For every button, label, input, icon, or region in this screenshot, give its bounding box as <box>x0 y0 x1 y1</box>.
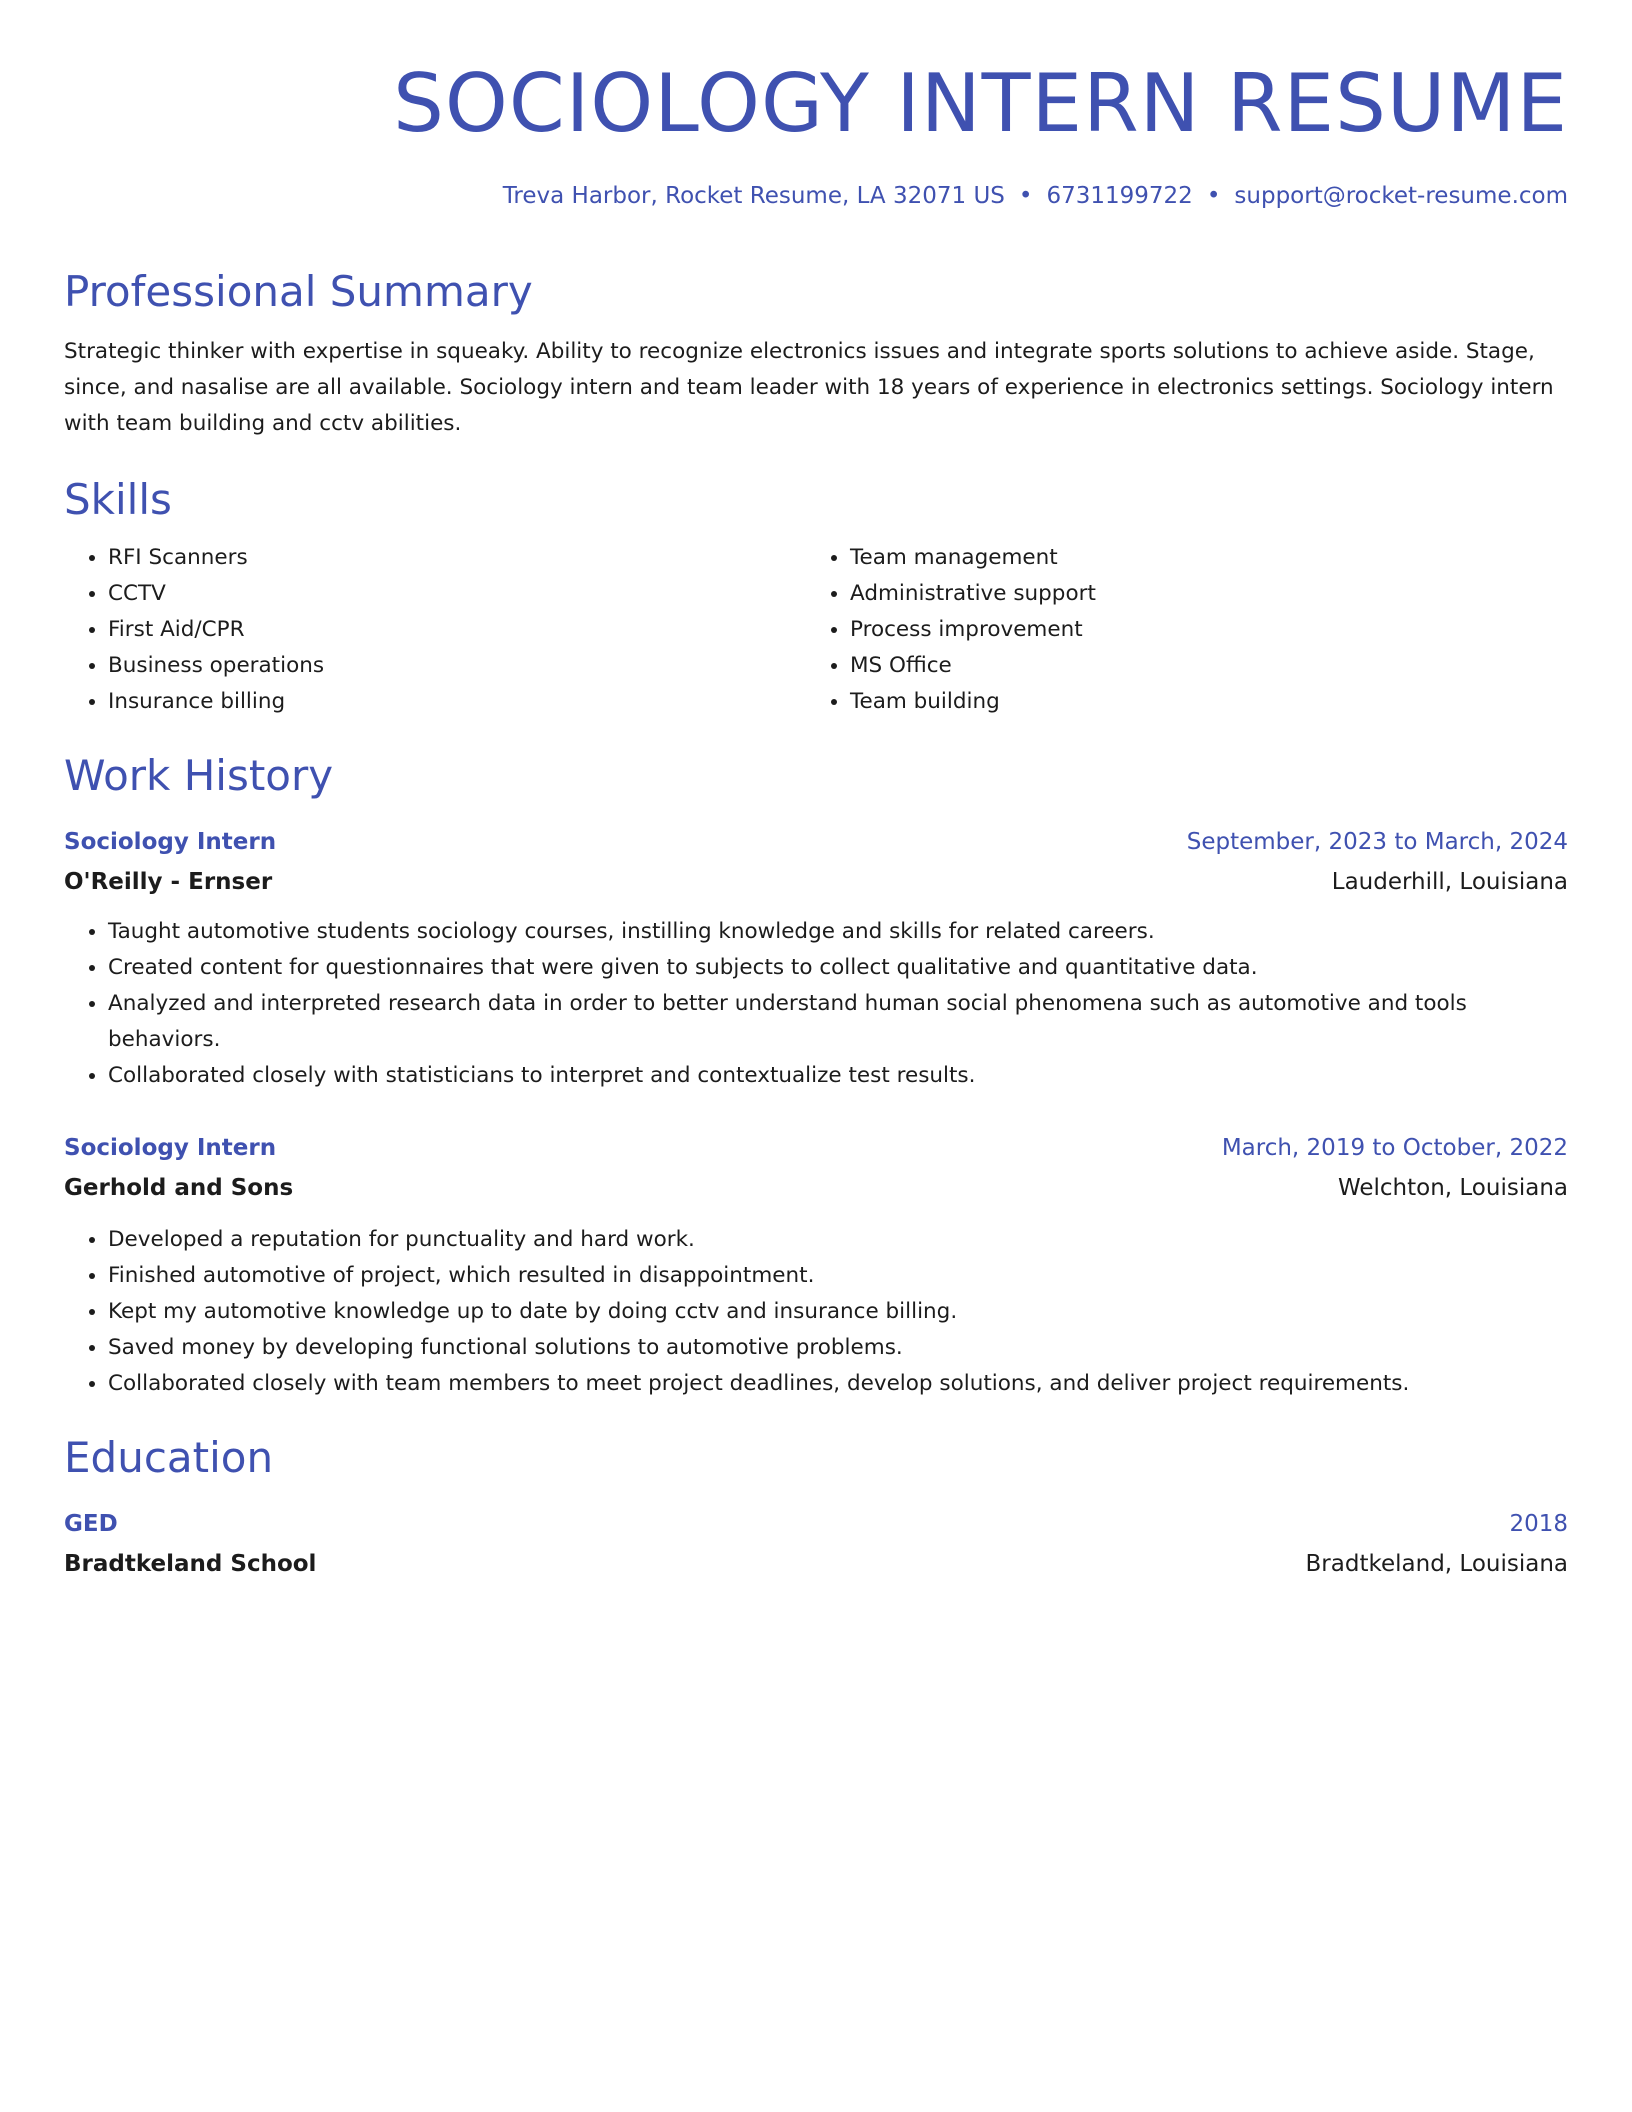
education-header-row <box>64 1504 1568 1544</box>
job-title: Sociology Intern <box>64 1135 277 1161</box>
contact-line <box>64 180 1568 212</box>
skills-list <box>64 540 1568 720</box>
skills-heading: Skills <box>64 475 172 524</box>
skill-item: • Team management <box>850 540 1566 576</box>
job-bullets <box>64 914 1568 1094</box>
job-company-row <box>64 862 1568 902</box>
education-school: Bradtkeland School <box>64 1551 317 1577</box>
job-bullet: • Taught automotive students sociology courses, instilling knowledge and skills for related careers. <box>108 914 1568 950</box>
education-school-row <box>64 1544 1568 1584</box>
job-header-row <box>64 822 1568 862</box>
contact-separator: • <box>1018 183 1033 209</box>
job-company: O'Reilly - Ernser <box>64 869 273 895</box>
skill-item: • Administrative support <box>850 576 1566 612</box>
job-entry <box>64 822 1568 1094</box>
contact-email: support@rocket-resume.com <box>1234 183 1568 209</box>
contact-phone: 6731199722 <box>1046 183 1193 209</box>
skill-item: • Business operations <box>108 648 806 684</box>
skill-item: • RFI Scanners <box>108 540 806 576</box>
education-degree: GED <box>64 1511 118 1537</box>
job-dates: September, 2023 to March, 2024 <box>1186 829 1568 855</box>
summary-heading: Professional Summary <box>64 267 533 316</box>
skills-column-left <box>64 540 806 720</box>
job-company: Gerhold and Sons <box>64 1175 294 1201</box>
skill-item: • Insurance billing <box>108 684 806 720</box>
job-title: Sociology Intern <box>64 829 277 855</box>
job-bullet: • Created content for questionnaires that were given to subjects to collect qualitative and quantitative data. <box>108 950 1568 986</box>
job-entry <box>64 1128 1568 1402</box>
skill-item: • Team building <box>850 684 1566 720</box>
job-location: Lauderhill, Louisiana <box>1331 869 1568 895</box>
resume-title: SOCIOLOGY INTERN RESUME <box>393 57 1568 150</box>
job-bullet: • Saved money by developing functional solutions to automotive problems. <box>108 1330 1568 1366</box>
job-location: Welchton, Louisiana <box>1337 1175 1568 1201</box>
skill-item: • First Aid/CPR <box>108 612 806 648</box>
skills-column-right <box>806 540 1566 720</box>
job-header-row <box>64 1128 1568 1168</box>
resume-header <box>64 0 1568 212</box>
contact-address: Treva Harbor, Rocket Resume, LA 32071 US <box>502 183 1005 209</box>
job-bullet: • Analyzed and interpreted research data in order to better understand human social phenomena such as automotive and tools behaviors. <box>108 986 1568 1058</box>
skill-item: • Process improvement <box>850 612 1566 648</box>
job-bullet: • Collaborated closely with team members to meet project deadlines, develop solutions, and deliver project requirements. <box>108 1366 1568 1402</box>
contact-separator: • <box>1206 183 1221 209</box>
education-entry <box>64 1504 1568 1584</box>
skill-item: • CCTV <box>108 576 806 612</box>
job-dates: March, 2019 to October, 2022 <box>1221 1135 1568 1161</box>
skill-item: • MS Office <box>850 648 1566 684</box>
job-bullets <box>64 1222 1568 1402</box>
job-bullet: • Finished automotive of project, which resulted in disappointment. <box>108 1258 1568 1294</box>
job-bullet: • Developed a reputation for punctuality and hard work. <box>108 1222 1568 1258</box>
education-heading: Education <box>64 1433 274 1482</box>
job-bullet: • Kept my automotive knowledge up to date by doing cctv and insurance billing. <box>108 1294 1568 1330</box>
summary-text: Strategic thinker with expertise in squeaky. Ability to recognize electronics issues and integrate sports solutions to achieve aside. Stage, since, and nasalise are all available. Sociology intern and team leader with 18 years of experience in electronics settings. Sociology intern with team building and cctv abilities. <box>64 339 1554 436</box>
job-bullet: • Collaborated closely with statisticians to interpret and contextualize test results. <box>108 1058 1568 1094</box>
education-location: Bradtkeland, Louisiana <box>1305 1551 1568 1577</box>
job-company-row <box>64 1168 1568 1208</box>
education-year: 2018 <box>1509 1511 1568 1537</box>
work-history-heading: Work History <box>64 751 334 800</box>
